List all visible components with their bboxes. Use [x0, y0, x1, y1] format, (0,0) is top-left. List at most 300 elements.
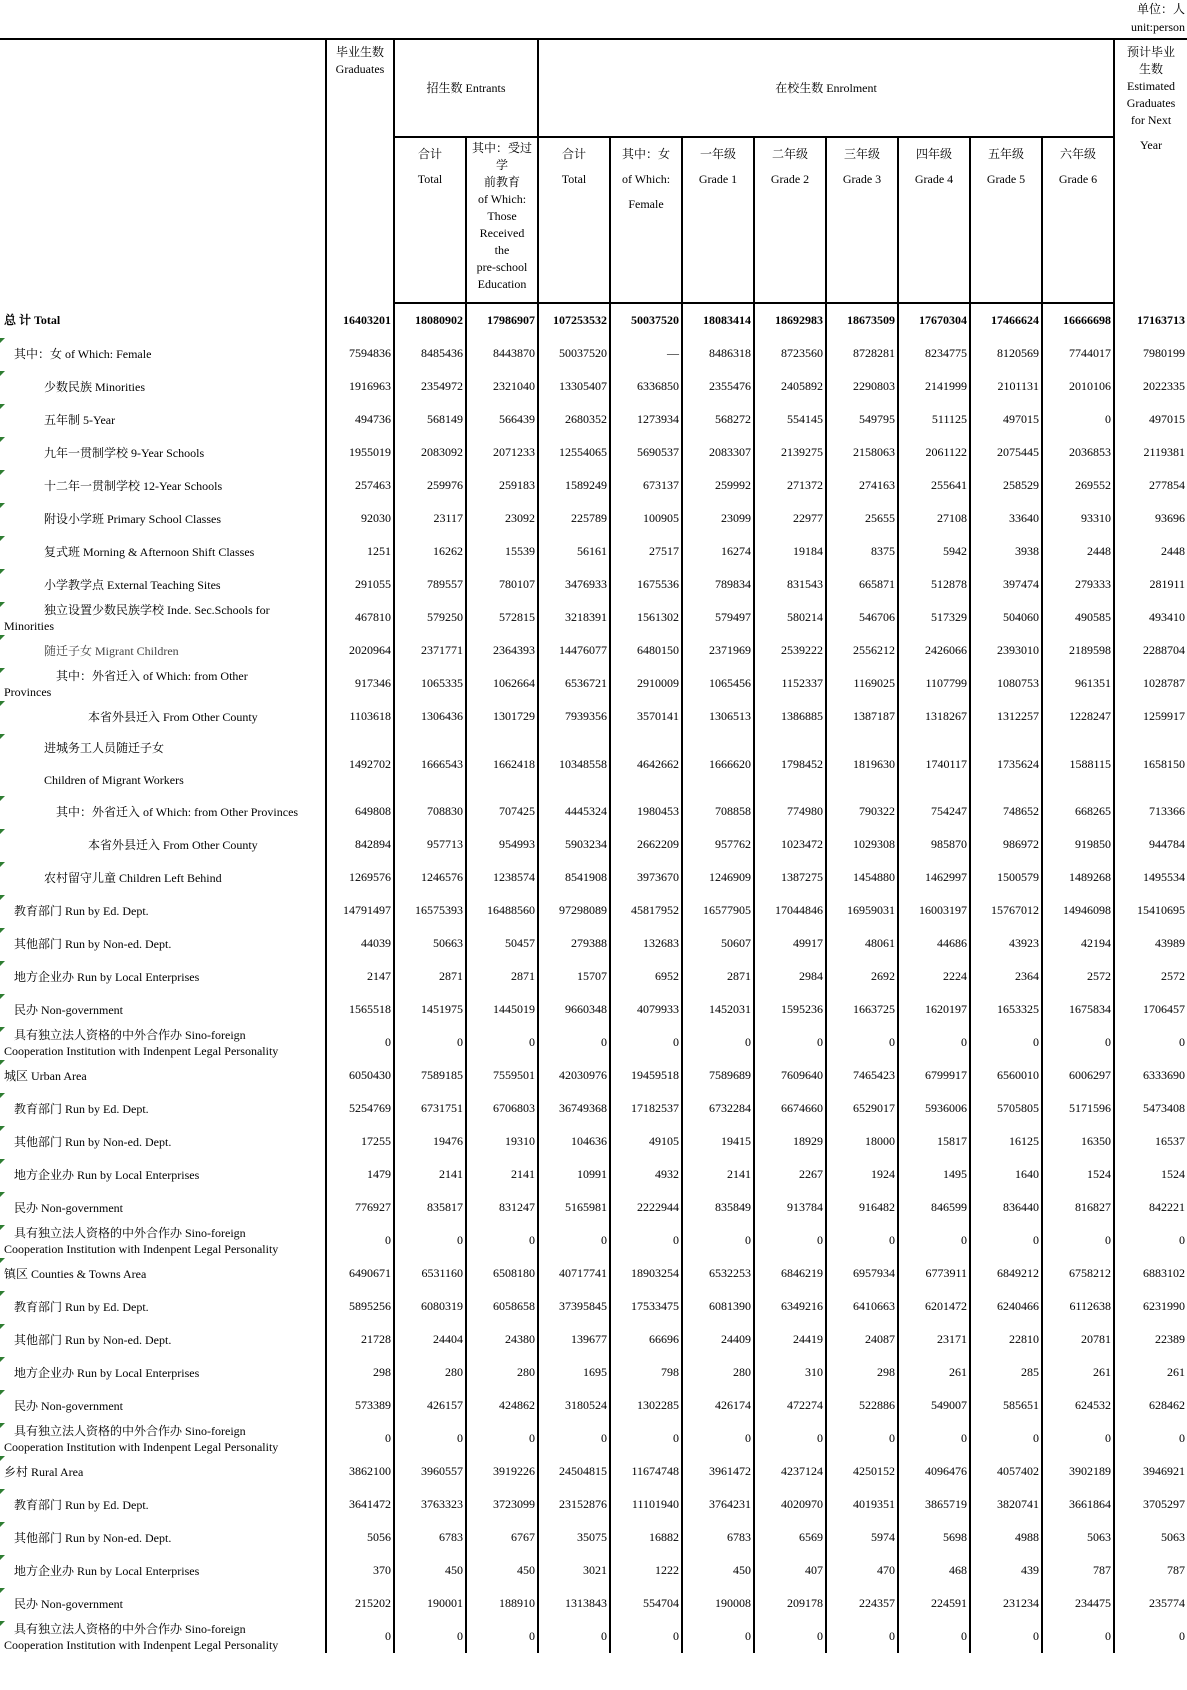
table-cell: 4932 — [610, 1158, 682, 1191]
table-cell: 0 — [970, 1620, 1042, 1653]
table-cell: 6731751 — [394, 1092, 466, 1125]
table-cell: 0 — [826, 1620, 898, 1653]
table-cell: 1065335 — [394, 667, 466, 700]
row-label — [0, 535, 326, 568]
table-cell: 15539 — [466, 535, 538, 568]
table-header — [0, 39, 1187, 303]
table-cell: 1640 — [970, 1158, 1042, 1191]
table-cell: 2364 — [970, 960, 1042, 993]
table-row — [0, 1389, 1187, 1422]
table-cell: 20781 — [1042, 1323, 1114, 1356]
table-cell: 439 — [970, 1554, 1042, 1587]
header-enrolment-total — [538, 137, 610, 303]
table-cell: 224591 — [898, 1587, 970, 1620]
table-cell: 16575393 — [394, 894, 466, 927]
table-cell: 271372 — [754, 469, 826, 502]
table-cell: 370 — [326, 1554, 394, 1587]
table-cell: 4019351 — [826, 1488, 898, 1521]
table-cell: 1658150 — [1114, 733, 1187, 795]
row-label-text: 地方企业办 Run by Local Enterprises — [14, 1167, 200, 1182]
row-label — [0, 828, 326, 861]
table-cell: 1653325 — [970, 993, 1042, 1026]
header-grade-en: Grade 5 — [986, 172, 1026, 186]
table-row — [0, 337, 1187, 370]
row-label-text: 进城务工人员随迁子女 — [44, 741, 165, 755]
table-cell: 14476077 — [538, 634, 610, 667]
header-preschool-line: pre-school — [476, 260, 528, 274]
table-cell: 0 — [466, 1224, 538, 1257]
row-label — [0, 436, 326, 469]
table-row — [0, 667, 1187, 700]
table-row — [0, 1356, 1187, 1389]
header-grade-en: Grade 4 — [914, 172, 954, 186]
table-cell: 2071233 — [466, 436, 538, 469]
table-cell: 1269576 — [326, 861, 394, 894]
table-row — [0, 828, 1187, 861]
table-cell: 2556212 — [826, 634, 898, 667]
table-row — [0, 1422, 1187, 1455]
table-cell: 4079933 — [610, 993, 682, 1026]
header-total-zh: 合计 — [417, 147, 442, 161]
row-label — [0, 894, 326, 927]
table-cell: 0 — [1114, 1620, 1187, 1653]
table-cell: 748652 — [970, 795, 1042, 828]
row-label — [0, 1224, 326, 1257]
table-cell: 6336850 — [610, 370, 682, 403]
table-cell: 8728281 — [826, 337, 898, 370]
table-cell: 93696 — [1114, 502, 1187, 535]
table-cell: 2448 — [1114, 535, 1187, 568]
header-estimated-line: Year — [1139, 138, 1163, 152]
unit-zh: 单位：人 — [1136, 2, 1185, 16]
table-row — [0, 927, 1187, 960]
table-cell: 954993 — [466, 828, 538, 861]
table-cell: 6569 — [754, 1521, 826, 1554]
table-cell: 0 — [610, 1026, 682, 1059]
table-cell: 24380 — [466, 1323, 538, 1356]
table-cell: 554704 — [610, 1587, 682, 1620]
table-cell: 24409 — [682, 1323, 754, 1356]
row-label — [0, 1422, 326, 1455]
table-cell: 424862 — [466, 1389, 538, 1422]
table-cell: 0 — [754, 1422, 826, 1455]
table-row — [0, 1488, 1187, 1521]
header-estimated-line: 预计毕业 — [1127, 45, 1176, 59]
table-cell: 7589185 — [394, 1059, 466, 1092]
table-cell: 2321040 — [466, 370, 538, 403]
table-cell: 554145 — [754, 403, 826, 436]
header-grade-en: Grade 2 — [770, 172, 810, 186]
table-cell: 18673509 — [826, 303, 898, 337]
row-label — [0, 1257, 326, 1290]
table-cell: 310 — [754, 1356, 826, 1389]
table-cell: 280 — [466, 1356, 538, 1389]
table-cell: 2061122 — [898, 436, 970, 469]
table-cell: 18903254 — [610, 1257, 682, 1290]
table-cell: 16350 — [1042, 1125, 1114, 1158]
table-cell: 1489268 — [1042, 861, 1114, 894]
table-cell: 190008 — [682, 1587, 754, 1620]
table-cell: 16488560 — [466, 894, 538, 927]
table-cell: 4250152 — [826, 1455, 898, 1488]
table-cell: 2083092 — [394, 436, 466, 469]
table-cell: 24504815 — [538, 1455, 610, 1488]
table-cell: 104636 — [538, 1125, 610, 1158]
table-cell: 673137 — [610, 469, 682, 502]
table-cell: 1924 — [826, 1158, 898, 1191]
table-cell: 5705805 — [970, 1092, 1042, 1125]
row-label — [0, 601, 326, 634]
header-enrolment: 在校生数 Enrolment — [538, 39, 1114, 137]
unit-note — [1131, 0, 1185, 36]
table-cell: 225789 — [538, 502, 610, 535]
table-cell: 15410695 — [1114, 894, 1187, 927]
header-preschool-line: the — [494, 243, 510, 257]
table-cell: 0 — [538, 1026, 610, 1059]
table-cell: 279333 — [1042, 568, 1114, 601]
table-cell: 22389 — [1114, 1323, 1187, 1356]
table-cell: 6783 — [394, 1521, 466, 1554]
header-grade-1 — [682, 137, 754, 303]
table-cell: 35075 — [538, 1521, 610, 1554]
row-label — [0, 1389, 326, 1422]
table-cell: 21728 — [326, 1323, 394, 1356]
table-cell: 10348558 — [538, 733, 610, 795]
table-cell: 231234 — [970, 1587, 1042, 1620]
table-cell: 2022335 — [1114, 370, 1187, 403]
table-cell: 1819630 — [826, 733, 898, 795]
table-cell: 3763323 — [394, 1488, 466, 1521]
row-label — [0, 960, 326, 993]
table-cell: 0 — [394, 1026, 466, 1059]
table-cell: 2010106 — [1042, 370, 1114, 403]
table-cell: 22977 — [754, 502, 826, 535]
table-cell: 5690537 — [610, 436, 682, 469]
table-cell: 0 — [610, 1224, 682, 1257]
table-row — [0, 993, 1187, 1026]
table-cell: 0 — [754, 1620, 826, 1653]
table-cell: 16125 — [970, 1125, 1042, 1158]
table-cell: 0 — [826, 1422, 898, 1455]
table-cell: 50457 — [466, 927, 538, 960]
table-cell: 789557 — [394, 568, 466, 601]
table-cell: 0 — [898, 1422, 970, 1455]
table-cell: 2405892 — [754, 370, 826, 403]
table-cell: 1620197 — [898, 993, 970, 1026]
table-cell: 497015 — [1114, 403, 1187, 436]
table-cell: 2426066 — [898, 634, 970, 667]
table-cell: 132683 — [610, 927, 682, 960]
table-cell: 0 — [1114, 1026, 1187, 1059]
table-cell: 5903234 — [538, 828, 610, 861]
table-cell: 6560010 — [970, 1059, 1042, 1092]
row-label — [0, 1554, 326, 1587]
table-cell: 18080902 — [394, 303, 466, 337]
header-preschool-line: Education — [477, 277, 527, 291]
table-cell: 6081390 — [682, 1290, 754, 1323]
header-grade-zh: 二年级 — [771, 147, 808, 161]
table-cell: 261 — [898, 1356, 970, 1389]
table-cell: 1306436 — [394, 700, 466, 733]
table-cell: 24419 — [754, 1323, 826, 1356]
row-label-text: 小学教学点 External Teaching Sites — [44, 577, 221, 592]
table-cell: 42030976 — [538, 1059, 610, 1092]
table-cell: 0 — [1114, 1224, 1187, 1257]
table-cell: 0 — [898, 1026, 970, 1059]
table-cell: 6349216 — [754, 1290, 826, 1323]
header-female — [610, 137, 682, 303]
table-cell: 831247 — [466, 1191, 538, 1224]
table-cell: 18692983 — [754, 303, 826, 337]
table-cell: 913784 — [754, 1191, 826, 1224]
table-cell: 15707 — [538, 960, 610, 993]
table-cell: 2119381 — [1114, 436, 1187, 469]
table-cell: 1306513 — [682, 700, 754, 733]
table-cell: 957762 — [682, 828, 754, 861]
table-cell: 1028787 — [1114, 667, 1187, 700]
table-cell: 3021 — [538, 1554, 610, 1587]
table-cell: 5063 — [1042, 1521, 1114, 1554]
table-cell: 1500579 — [970, 861, 1042, 894]
table-cell: 1492702 — [326, 733, 394, 795]
table-cell: 397474 — [970, 568, 1042, 601]
table-cell: 5254769 — [326, 1092, 394, 1125]
table-cell: 450 — [466, 1554, 538, 1587]
table-cell: 43923 — [970, 927, 1042, 960]
row-label — [0, 1092, 326, 1125]
row-label-text: 随迁子女 Migrant Children — [44, 643, 179, 658]
table-cell: 97298089 — [538, 894, 610, 927]
table-row — [0, 700, 1187, 733]
table-cell: 5942 — [898, 535, 970, 568]
table-row — [0, 1587, 1187, 1620]
table-row — [0, 861, 1187, 894]
table-cell: 0 — [394, 1620, 466, 1653]
table-cell: 9660348 — [538, 993, 610, 1026]
table-cell: 285 — [970, 1356, 1042, 1389]
table-cell: 14946098 — [1042, 894, 1114, 927]
row-label-continued: Cooperation Institution with Indenpent Legal Personality — [4, 1439, 279, 1454]
table-cell: 5895256 — [326, 1290, 394, 1323]
header-preschool-line: 其中：受过 — [471, 141, 532, 155]
row-label-text: 其中：女 of Which: Female — [14, 346, 152, 361]
row-label — [0, 667, 326, 700]
table-cell: 188910 — [466, 1587, 538, 1620]
table-cell: 6532253 — [682, 1257, 754, 1290]
table-cell: 1080753 — [970, 667, 1042, 700]
table-cell: 269552 — [1042, 469, 1114, 502]
table-cell: 3476933 — [538, 568, 610, 601]
table-cell: 7609640 — [754, 1059, 826, 1092]
table-cell: 8234775 — [898, 337, 970, 370]
table-cell: 493410 — [1114, 601, 1187, 634]
table-cell: 944784 — [1114, 828, 1187, 861]
table-cell: 842894 — [326, 828, 394, 861]
table-row — [0, 1092, 1187, 1125]
table-cell: 2910009 — [610, 667, 682, 700]
row-label-text: 其他部门 Run by Non-ed. Dept. — [14, 1332, 172, 1347]
table-cell: 0 — [538, 1620, 610, 1653]
table-cell: 3938 — [970, 535, 1042, 568]
table-cell: 3820741 — [970, 1488, 1042, 1521]
table-cell: 261 — [1042, 1356, 1114, 1389]
table-cell: 6767 — [466, 1521, 538, 1554]
table-cell: 572815 — [466, 601, 538, 634]
table-cell: 8485436 — [394, 337, 466, 370]
header-preschool-line: Received — [479, 226, 525, 240]
table-cell: 1065456 — [682, 667, 754, 700]
table-cell: 0 — [1042, 403, 1114, 436]
table-cell: 4988 — [970, 1521, 1042, 1554]
table-cell: 259976 — [394, 469, 466, 502]
row-label-text: 其他部门 Run by Non-ed. Dept. — [14, 936, 172, 951]
table-row — [0, 568, 1187, 601]
header-grade-5 — [970, 137, 1042, 303]
table-row — [0, 403, 1187, 436]
table-cell: 235774 — [1114, 1587, 1187, 1620]
table-cell: 835849 — [682, 1191, 754, 1224]
table-cell: 470 — [826, 1554, 898, 1587]
table-cell: 16403201 — [326, 303, 394, 337]
table-cell: 6758212 — [1042, 1257, 1114, 1290]
table-cell: 842221 — [1114, 1191, 1187, 1224]
table-cell: 7465423 — [826, 1059, 898, 1092]
table-cell: 3960557 — [394, 1455, 466, 1488]
table-cell: 2539222 — [754, 634, 826, 667]
table-cell: 1169025 — [826, 667, 898, 700]
table-cell: 1666543 — [394, 733, 466, 795]
table-cell: 1238574 — [466, 861, 538, 894]
table-cell: 24087 — [826, 1323, 898, 1356]
table-row — [0, 634, 1187, 667]
table-cell: 6706803 — [466, 1092, 538, 1125]
table-cell: 2222944 — [610, 1191, 682, 1224]
table-cell: 42194 — [1042, 927, 1114, 960]
row-label — [0, 927, 326, 960]
table-cell: 7744017 — [1042, 337, 1114, 370]
table-cell: 1662418 — [466, 733, 538, 795]
table-cell: 0 — [970, 1224, 1042, 1257]
table-cell: 0 — [394, 1224, 466, 1257]
table-cell: 0 — [826, 1224, 898, 1257]
table-cell: 665871 — [826, 568, 898, 601]
table-cell: 8443870 — [466, 337, 538, 370]
table-cell: 2139275 — [754, 436, 826, 469]
table-cell: 0 — [326, 1224, 394, 1257]
table-cell: 1980453 — [610, 795, 682, 828]
table-cell: 6006297 — [1042, 1059, 1114, 1092]
table-cell: 5171596 — [1042, 1092, 1114, 1125]
table-row — [0, 1125, 1187, 1158]
table-cell: 17255 — [326, 1125, 394, 1158]
table-cell: 1386885 — [754, 700, 826, 733]
row-label-text: 附设小学班 Primary School Classes — [44, 511, 221, 526]
table-cell: 3862100 — [326, 1455, 394, 1488]
table-cell: 0 — [898, 1224, 970, 1257]
table-cell: 776927 — [326, 1191, 394, 1224]
table-cell: 468 — [898, 1554, 970, 1587]
table-cell: 0 — [1114, 1422, 1187, 1455]
table-cell: 6957934 — [826, 1257, 898, 1290]
table-cell: 917346 — [326, 667, 394, 700]
header-grade-en: Grade 1 — [698, 172, 738, 186]
table-cell: 6883102 — [1114, 1257, 1187, 1290]
table-cell: 139677 — [538, 1323, 610, 1356]
table-cell: 50037520 — [610, 303, 682, 337]
table-cell: 787 — [1114, 1554, 1187, 1587]
table-cell: 6849212 — [970, 1257, 1042, 1290]
table-row — [0, 1554, 1187, 1587]
table-cell: 0 — [682, 1620, 754, 1653]
table-cell: 1740117 — [898, 733, 970, 795]
table-cell: 2141 — [394, 1158, 466, 1191]
table-cell: 774980 — [754, 795, 826, 828]
table-cell: 511125 — [898, 403, 970, 436]
table-cell: 668265 — [1042, 795, 1114, 828]
table-cell: 17670304 — [898, 303, 970, 337]
table-cell: 17163713 — [1114, 303, 1187, 337]
table-cell: 3723099 — [466, 1488, 538, 1521]
table-cell: 1595236 — [754, 993, 826, 1026]
row-label — [0, 1290, 326, 1323]
row-label-continued: Cooperation Institution with Indenpent Legal Personality — [4, 1637, 279, 1652]
table-cell: 1387187 — [826, 700, 898, 733]
table-row — [0, 1224, 1187, 1257]
table-cell: 2871 — [466, 960, 538, 993]
table-cell: 7594836 — [326, 337, 394, 370]
table-cell: 0 — [1042, 1026, 1114, 1059]
table-cell: 17986907 — [466, 303, 538, 337]
table-cell: 549007 — [898, 1389, 970, 1422]
table-cell: 580214 — [754, 601, 826, 634]
table-cell: 23099 — [682, 502, 754, 535]
table-row — [0, 1026, 1187, 1059]
row-label — [0, 1125, 326, 1158]
table-cell: 3661864 — [1042, 1488, 1114, 1521]
table-cell: 573389 — [326, 1389, 394, 1422]
table-cell: 1706457 — [1114, 993, 1187, 1026]
table-cell: 1152337 — [754, 667, 826, 700]
table-cell: 1666620 — [682, 733, 754, 795]
table-cell: 3641472 — [326, 1488, 394, 1521]
table-cell: 0 — [970, 1026, 1042, 1059]
table-cell: 5698 — [898, 1521, 970, 1554]
header-graduates — [326, 39, 394, 303]
table-cell: 1735624 — [970, 733, 1042, 795]
header-grade-4 — [898, 137, 970, 303]
table-cell: 517329 — [898, 601, 970, 634]
table-cell: 0 — [610, 1620, 682, 1653]
table-cell: 0 — [754, 1026, 826, 1059]
table-row — [0, 1059, 1187, 1092]
table-cell: 17466624 — [970, 303, 1042, 337]
table-cell: 3180524 — [538, 1389, 610, 1422]
table-cell: 48061 — [826, 927, 898, 960]
table-cell: 5063 — [1114, 1521, 1187, 1554]
row-label-text: 城区 Urban Area — [4, 1068, 87, 1083]
row-label-continued: Children of Migrant Workers — [44, 773, 184, 787]
table-cell: 0 — [326, 1422, 394, 1455]
table-cell: 790322 — [826, 795, 898, 828]
table-cell: 2147 — [326, 960, 394, 993]
table-row — [0, 436, 1187, 469]
table-row — [0, 1191, 1187, 1224]
table-cell: 50663 — [394, 927, 466, 960]
table-cell: 18000 — [826, 1125, 898, 1158]
table-cell: 6799917 — [898, 1059, 970, 1092]
header-female-line: of Which: — [621, 172, 671, 186]
table-cell: 281911 — [1114, 568, 1187, 601]
